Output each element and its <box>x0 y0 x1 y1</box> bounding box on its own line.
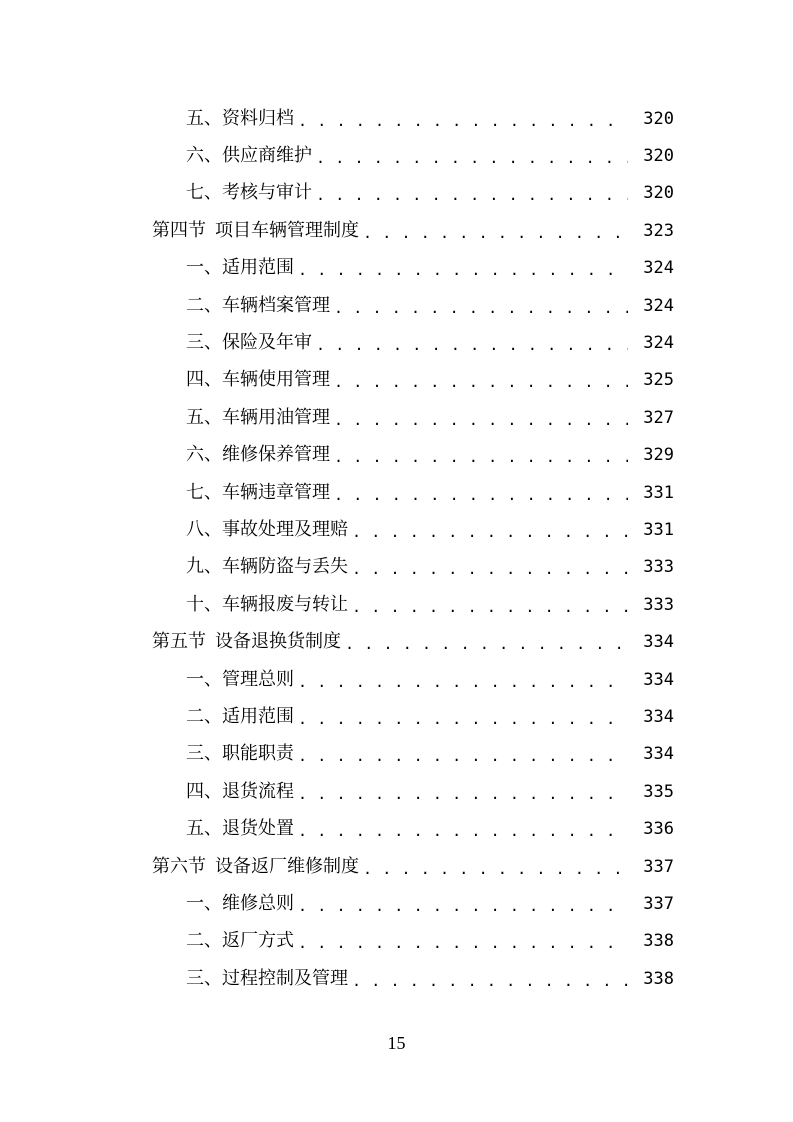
toc-entry-number: 四、 <box>186 369 222 391</box>
toc-subsection-entry <box>0 137 793 174</box>
toc-entry-title: 车辆违章管理 <box>222 481 330 503</box>
toc-entry-page-number: 333 <box>643 594 674 615</box>
toc-entry-number: 四、 <box>186 780 222 802</box>
toc-dot-leader <box>298 933 628 953</box>
toc-subsection-entry <box>0 773 793 810</box>
page-number: 15 <box>387 1033 406 1053</box>
toc-entry-title: 适用范围 <box>222 705 294 727</box>
toc-entry-page-number: 327 <box>643 407 674 428</box>
toc-dot-leader <box>352 522 628 542</box>
toc-entry-number: 五、 <box>186 406 222 428</box>
toc-dot-leader <box>298 896 628 916</box>
toc-dot-leader <box>316 148 628 168</box>
toc-entry-number: 第四节 <box>152 219 206 241</box>
toc-entry-page-number: 329 <box>643 445 674 466</box>
toc-entry-title: 管理总则 <box>222 668 294 690</box>
toc-entry-page-number: 334 <box>643 669 674 690</box>
toc-entry-title: 项目车辆管理制度 <box>215 219 359 241</box>
toc-entry-number: 第六节 <box>152 855 206 877</box>
toc-entry-title: 资料归档 <box>222 107 294 129</box>
toc-dot-leader <box>334 372 628 392</box>
toc-dot-leader <box>316 335 628 355</box>
toc-entry-number: 六、 <box>186 444 222 466</box>
toc-entry-page-number: 320 <box>643 108 674 129</box>
toc-entry-number: 五、 <box>186 818 222 840</box>
toc-entry-page-number: 337 <box>643 856 674 877</box>
toc-subsection-entry <box>0 287 793 324</box>
toc-entry-number: 二、 <box>186 294 222 316</box>
toc-entry-title: 返厂方式 <box>222 930 294 952</box>
toc-entry-page-number: 324 <box>643 258 674 279</box>
toc-entry-number: 三、 <box>186 743 222 765</box>
toc-entry-title: 车辆防盗与丢失 <box>222 556 348 578</box>
toc-entry-title: 职能职责 <box>222 743 294 765</box>
toc-entry-title: 设备退换货制度 <box>215 631 341 653</box>
toc-entry-page-number: 334 <box>643 706 674 727</box>
toc-entry-page-number: 320 <box>643 146 674 167</box>
toc-entry-page-number: 323 <box>643 220 674 241</box>
toc-entry-title: 车辆使用管理 <box>222 369 330 391</box>
toc-dot-leader <box>334 410 628 430</box>
toc-dot-leader <box>352 971 628 991</box>
toc-subsection-entry <box>0 250 793 287</box>
toc-dot-leader <box>345 634 628 654</box>
toc-dot-leader <box>298 709 628 729</box>
toc-dot-leader <box>298 260 628 280</box>
toc-entry-number: 九、 <box>186 556 222 578</box>
toc-subsection-entry <box>0 511 793 548</box>
toc-subsection-entry <box>0 736 793 773</box>
toc-dot-leader <box>352 597 628 617</box>
toc-entry-title: 车辆档案管理 <box>222 294 330 316</box>
toc-subsection-entry <box>0 474 793 511</box>
toc-dot-leader <box>363 859 628 879</box>
toc-entry-title: 车辆报废与转让 <box>222 593 348 615</box>
table-of-contents <box>0 100 793 997</box>
toc-dot-leader <box>352 559 628 579</box>
toc-entry-title: 设备返厂维修制度 <box>215 855 359 877</box>
toc-subsection-entry <box>0 661 793 698</box>
toc-entry-title: 事故处理及理赔 <box>222 518 348 540</box>
toc-dot-leader <box>298 821 628 841</box>
toc-entry-title: 保险及年审 <box>222 332 312 354</box>
toc-entry-title: 退货处置 <box>222 818 294 840</box>
toc-entry-title: 过程控制及管理 <box>222 967 348 989</box>
toc-entry-title: 维修总则 <box>222 892 294 914</box>
toc-entry-number: 十、 <box>186 593 222 615</box>
toc-entry-number: 六、 <box>186 145 222 167</box>
toc-subsection-entry <box>0 437 793 474</box>
toc-subsection-entry <box>0 324 793 361</box>
toc-entry-title: 供应商维护 <box>222 145 312 167</box>
toc-dot-leader <box>298 784 628 804</box>
toc-entry-number: 七、 <box>186 481 222 503</box>
toc-entry-page-number: 336 <box>643 819 674 840</box>
toc-entry-page-number: 337 <box>643 893 674 914</box>
toc-dot-leader <box>334 447 628 467</box>
toc-dot-leader <box>363 223 628 243</box>
toc-subsection-entry <box>0 399 793 436</box>
toc-section-entry <box>0 848 793 885</box>
toc-entry-page-number: 334 <box>643 744 674 765</box>
toc-entry-number: 七、 <box>186 182 222 204</box>
toc-entry-page-number: 338 <box>643 968 674 989</box>
toc-subsection-entry <box>0 885 793 922</box>
toc-subsection-entry <box>0 549 793 586</box>
toc-entry-page-number: 338 <box>643 931 674 952</box>
toc-entry-page-number: 324 <box>643 295 674 316</box>
toc-subsection-entry <box>0 586 793 623</box>
toc-entry-page-number: 331 <box>643 482 674 503</box>
toc-entry-title: 考核与审计 <box>222 182 312 204</box>
toc-entry-number: 一、 <box>186 892 222 914</box>
toc-subsection-entry <box>0 100 793 137</box>
toc-entry-number: 三、 <box>186 967 222 989</box>
toc-entry-number: 三、 <box>186 332 222 354</box>
toc-entry-title: 适用范围 <box>222 257 294 279</box>
toc-dot-leader <box>298 672 628 692</box>
toc-subsection-entry <box>0 698 793 735</box>
toc-entry-number: 第五节 <box>152 631 206 653</box>
toc-entry-number: 五、 <box>186 107 222 129</box>
toc-section-entry <box>0 623 793 660</box>
toc-dot-leader <box>334 485 628 505</box>
toc-entry-number: 二、 <box>186 705 222 727</box>
toc-subsection-entry <box>0 923 793 960</box>
toc-dot-leader <box>298 111 628 131</box>
toc-entry-title: 维修保养管理 <box>222 444 330 466</box>
toc-dot-leader <box>334 298 628 318</box>
toc-entry-number: 一、 <box>186 257 222 279</box>
toc-entry-page-number: 324 <box>643 333 674 354</box>
toc-dot-leader <box>298 746 628 766</box>
toc-entry-page-number: 333 <box>643 557 674 578</box>
toc-entry-number: 一、 <box>186 668 222 690</box>
toc-entry-page-number: 334 <box>643 632 674 653</box>
toc-entry-title: 退货流程 <box>222 780 294 802</box>
toc-entry-number: 二、 <box>186 930 222 952</box>
toc-entry-page-number: 335 <box>643 781 674 802</box>
toc-subsection-entry <box>0 960 793 997</box>
toc-entry-page-number: 320 <box>643 183 674 204</box>
toc-subsection-entry <box>0 810 793 847</box>
toc-subsection-entry <box>0 362 793 399</box>
toc-section-entry <box>0 212 793 249</box>
toc-subsection-entry <box>0 175 793 212</box>
toc-entry-page-number: 331 <box>643 519 674 540</box>
toc-entry-page-number: 325 <box>643 370 674 391</box>
toc-dot-leader <box>316 185 628 205</box>
toc-entry-number: 八、 <box>186 518 222 540</box>
toc-entry-title: 车辆用油管理 <box>222 406 330 428</box>
